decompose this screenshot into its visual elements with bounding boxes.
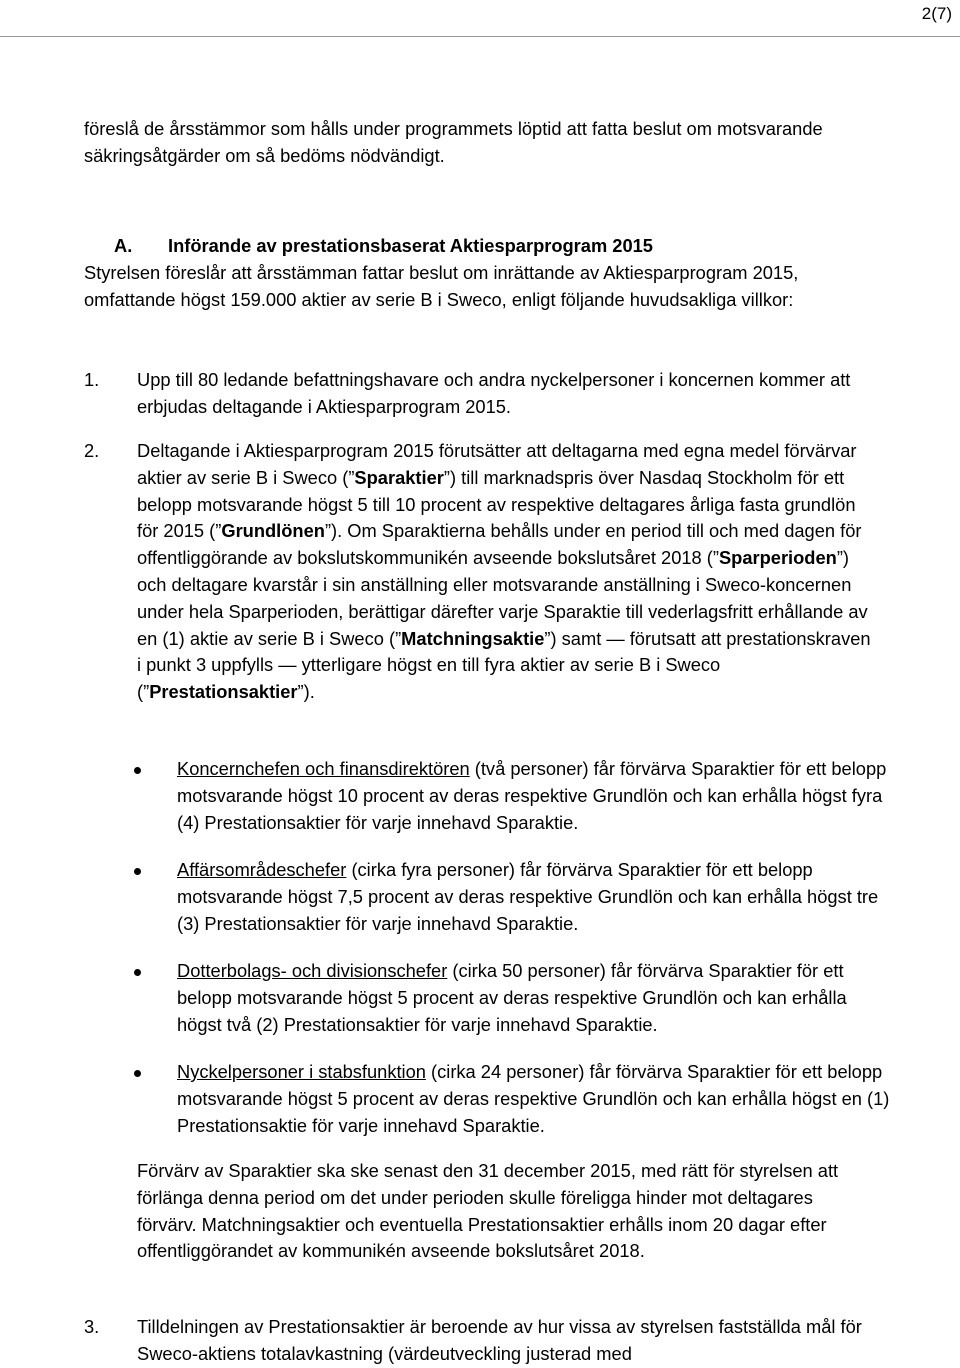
term-matchningsaktie: Matchningsaktie [401, 627, 545, 649]
role-label: Nyckelpersoner i stabsfunktion [177, 1061, 426, 1082]
role-label: Affärsområdeschefer [177, 859, 347, 880]
bullet-icon [134, 767, 141, 774]
after-bullets-paragraph: Förvärv av Sparaktier ska ske senast den 31 december 2015, med rätt för styrelsen att förlänga denna period om det under perioden skulle föreligga hinder mot deltagares förvärv. Matchningsaktier och eventuella Prestationsaktier erhålls inom 20 dagar efter offentliggörandet av kommunikén avseende bokslutsåret 2018. [137, 1160, 839, 1262]
item-text: Tilldelningen av Prestationsaktier är beroende av hur vissa av styrelsen fastställda mål för Sweco-aktiens totalavkastning (värdeutveckling justerad med [137, 1316, 862, 1364]
term-sparperioden: Sparperioden [718, 547, 837, 569]
item-text: Deltagande i Aktiesparprogram 2015 förutsätter att deltagarna med egna medel förvärvar aktier av serie B i Sweco (”Sparaktier”) till marknadspris över Nasdaq Stockholm för ett belopp motsvarande högst 5 till 10 procent av respektive deltagares årliga fasta grundlön för 2015 (”Grundlönen”). Om Sparaktierna behålls under en period till och med dagen för offentliggörande av bokslutskommunikén avseende bokslutsåret 2018 (”Sparperioden”) och deltagare kvarstår i sin anställning eller motsvarande anställning i Sweco-koncernen under hela Sparperioden, berättigar därefter varje Sparaktie till vederlagsfritt erhållande av en (1) aktie av serie B i Sweco (”Matchningsaktie”) samt — förutsatt att prestationskraven i punkt 3 uppfylls — ytterligare högst en till fyra aktier av serie B i Sweco (”Prestationsaktier”). [137, 440, 871, 703]
header-divider [0, 36, 960, 37]
term-grundlonen: Grundlönen [221, 520, 325, 542]
intro-paragraph: föreslå de årsstämmor som hålls under programmets löptid att fatta beslut om motsvarande säkringsåtgärder om så bedöms nödvändigt. [84, 118, 823, 166]
term-sparaktier: Sparaktier [354, 466, 444, 488]
section-a-body: Styrelsen föreslår att årsstämman fattar beslut om inrättande av Aktiesparprogram 2015, omfattande högst 159.000 aktier av serie B i Sweco, enligt följande huvudsakliga villkor: [84, 262, 799, 310]
bullet-icon [134, 969, 141, 976]
section-letter: A. [114, 235, 133, 256]
bullet-icon [134, 868, 141, 875]
item-text: Upp till 80 ledande befattningshavare och andra nyckelpersoner i koncernen kommer att erbjudas deltagande i Aktiesparprogram 2015. [137, 369, 851, 417]
item-number: 3. [84, 1316, 100, 1337]
role-label: Dotterbolags- och divisionschefer [177, 960, 448, 981]
page-number: 2(7) [921, 4, 952, 23]
term-prestationsaktier: Prestationsaktier [149, 681, 298, 703]
bullet-icon [134, 1070, 141, 1077]
item-number: 1. [84, 369, 100, 390]
item-number: 2. [84, 440, 100, 461]
section-title: Införande av prestationsbaserat Aktiesparprogram 2015 [168, 235, 653, 256]
role-label: Koncernchefen och finansdirektören [177, 758, 470, 779]
document-page: 2(7) föreslå de årsstämmor som hålls under programmets löptid att fatta beslut om motsvarande säkringsåtgärder om så bedöms nödvändigt. A. Införande av prestationsbaserat Aktiesparprogram 2015 Styrelsen föreslår att årsstämman fattar beslut om inrättande av Aktiesparprogram 2015, omfattande högst 159.000 aktier av serie B i Sweco, enligt följande huvudsakliga villkor: 1. Upp till 80 ledande befattningshavare och andra nyckelpersoner i koncernen kommer att erbjudas deltagande i Aktiesparprogram 2015. 2. Deltagande i Aktiesparprogram 2015 förutsätter att deltagarna med egna medel förvärvar aktier av serie B i Sweco (”Sparaktier”) till marknadspris över Nasdaq Stockholm för ett belopp motsvarande högst 5 till 10 procent av respektive deltagares årliga fasta grundlön för 2015 (”Grundlönen”). Om Sparaktierna behålls under en period till och med dagen för offentliggörande av bokslutskommunikén avseende bokslutsåret 2018 (”Sparperioden”) och deltagare kvarstår i sin anställning eller motsvarande anställning i Sweco-koncernen under hela Sparperioden, berättigar därefter varje Sparaktie till vederlagsfritt erhållande av en (1) aktie av serie B i Sweco (”Matchningsaktie”) samt — förutsatt att prestationskraven i punkt 3 uppfylls — ytterligare högst en till fyra aktier av serie B i Sweco (”Prestationsaktier”). Koncernchefen och finansdirektören (två personer) får förvärva Sparaktier för ett belopp motsvarande högst 10 procent av deras respektive Grundlön och kan erhålla högst fyra (4) Prestationsaktier för varje innehavd Sparaktie. Affärsområdeschefer (cirka fyra personer) får förvärva Sparaktier för ett belopp motsvarande högst 7,5 procent av deras respektive Grundlön och kan erhålla högst tre (3) Prestationsaktier för varje innehavd Sparaktie. Dotterbolags- och divisionschefer (cirka 50 personer) får förvärva Sparaktier för ett belopp motsvarande högst 5 procent av deras respektive Grundlön och kan erhålla högst två (2) Prestationsaktier för varje innehavd Sparaktie. Nyckelpersoner i stabsfunktion (cirka 24 personer) får förvärva Sparaktier för ett belopp motsvarande högst 5 procent av deras respektive Grundlön och kan erhålla högst en (1) Prestationsaktie för varje innehavd Sparaktie. Förvärv av Sparaktier ska ske senast den 31 december 2015, med rätt för styrelsen att förlänga denna period om det under perioden skulle föreligga hinder mot deltagares förvärv. Matchningsaktier och eventuella Prestationsaktier erhålls inom 20 dagar efter offentliggörandet av kommunikén avseende bokslutsåret 2018. 3. Tilldelningen av Prestationsaktier är beroende av hur vissa av styrelsen fastställda mål för Sweco-aktiens totalavkastning (värdeutveckling justerad med [0, 0, 960, 1368]
